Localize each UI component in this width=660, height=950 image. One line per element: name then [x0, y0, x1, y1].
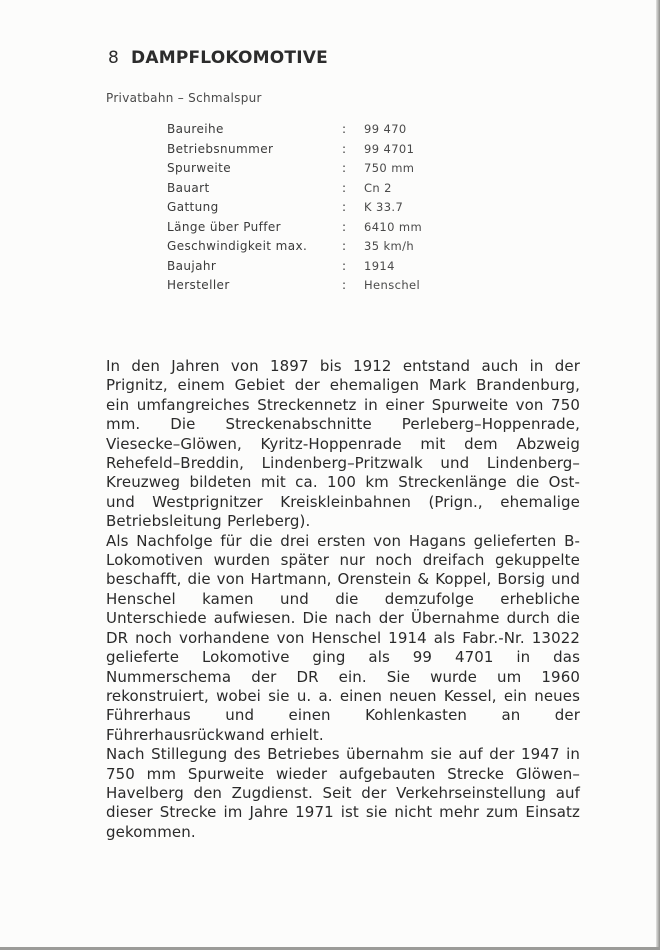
spec-row [167, 122, 422, 142]
card-edge-shadow [656, 0, 660, 950]
spec-separator: : [342, 219, 347, 234]
spec-value: K 33.7 [364, 200, 404, 214]
spec-row [167, 239, 422, 259]
paragraph: In den Jahren von 1897 bis 1912 entstand auch in der Prignitz, einem Gebiet der ehemaligen Mark Brandenburg, ein umfangreiches Streckennetz in einer Spurweite von 750 mm. Die Streckenabschnitte Perleberg–Hoppenrade, Viesecke–Glöwen, Kyritz-Hoppenrade mit dem Abzweig Rehefeld–Breddin, Lindenberg–Pritzwalk und Lindenberg–Kreuzweg bildeten mit ca. 100 km Streckenlänge die Ost- und Westprignitzer Kreiskleinbahnen (Prign., ehemalige Betriebsleitung Perleberg). [106, 357, 580, 531]
page-header [108, 48, 328, 68]
paragraph: Als Nachfolge für die drei ersten von Hagans gelieferten B-Lokomotiven wurden später nur noch dreifach gekuppelte beschafft, die von Hartmann, Orenstein & Koppel, Borsig und Henschel kamen und die demzufolge erhebliche Unterschiede aufwiesen. Die nach der Übernahme durch die DR noch vorhandene von Henschel 1914 als Fabr.-Nr. 13022 gelieferte Lokomotive ging als 99 4701 in das Nummerschema der DR ein. Sie wurde um 1960 rekonstruiert, wobei sie u. a. einen neuen Kessel, ein neues Führerhaus und einen Kohlenkasten an der Führerhausrückwand erhielt. [106, 531, 580, 744]
spec-value: 99 4701 [364, 141, 415, 156]
spec-row [167, 220, 422, 240]
spec-label: Gattung [167, 200, 219, 214]
spec-label: Bauart [167, 180, 210, 195]
spec-row [167, 181, 422, 201]
spec-value: Cn 2 [364, 180, 392, 195]
spec-value: 1914 [364, 258, 395, 273]
spec-separator: : [342, 161, 347, 175]
spec-label: Betriebsnummer [167, 141, 274, 156]
spec-separator: : [342, 122, 347, 136]
spec-label: Spurweite [167, 161, 231, 175]
spec-row [167, 259, 422, 279]
description-text [106, 357, 580, 842]
spec-separator: : [342, 200, 347, 214]
spec-value: 99 470 [364, 122, 407, 136]
spec-row [167, 200, 422, 220]
spec-value: 750 mm [364, 161, 415, 175]
spec-separator: : [342, 278, 347, 292]
spec-label: Baureihe [167, 122, 224, 136]
spec-row [167, 278, 422, 298]
spec-value: 35 km/h [364, 239, 415, 253]
spec-label: Baujahr [167, 258, 217, 273]
spec-separator: : [342, 180, 347, 195]
spec-separator: : [342, 141, 347, 156]
spec-label: Hersteller [167, 278, 230, 292]
spec-table [167, 122, 422, 298]
spec-row [167, 142, 422, 162]
spec-separator: : [342, 239, 347, 253]
page-title: DAMPFLOKOMOTIVE [131, 48, 328, 68]
spec-label: Länge über Puffer [167, 219, 282, 234]
spec-row [167, 161, 422, 181]
paragraph: Nach Stillegung des Betriebes übernahm sie auf der 1947 in 750 mm Spurweite wieder aufgebauten Strecke Glöwen–Havelberg den Zugdienst. Seit der Verkehrseinstellung auf dieser Strecke im Jahre 1971 ist sie nicht mehr zum Einsatz gekommen. [106, 745, 580, 841]
spec-separator: : [342, 258, 347, 273]
spec-value: Henschel [364, 278, 421, 292]
spec-value: 6410 mm [364, 219, 423, 234]
spec-label: Geschwindigkeit max. [167, 239, 308, 253]
card-number: 8 [108, 48, 120, 68]
page-subtitle: Privatbahn – Schmalspur [106, 91, 262, 105]
